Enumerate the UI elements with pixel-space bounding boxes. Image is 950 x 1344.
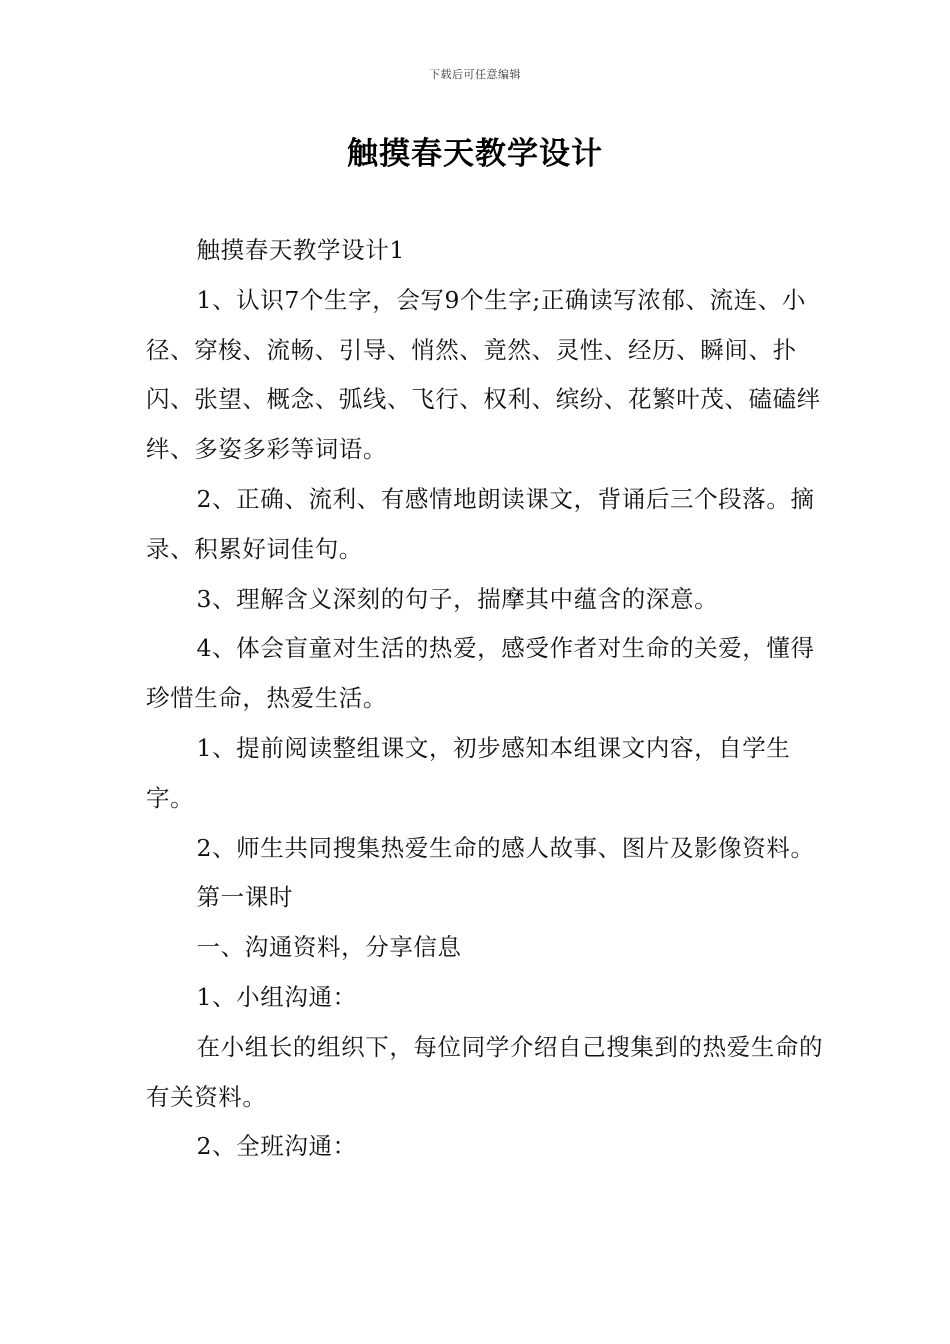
preparation-paragraph: 2、师生共同搜集热爱生命的感人故事、图片及影像资料。: [196, 833, 815, 862]
objective-paragraph: 2、正确、流利、有感情地朗读课文，背诵后三个段落。摘录、积累好词佳句。: [146, 484, 815, 563]
preparation-paragraph: 1、提前阅读整组课文，初步感知本组课文内容，自学生字。: [146, 733, 791, 812]
lesson-heading: 第一课时: [196, 883, 293, 912]
document-title: 触摸春天教学设计: [347, 136, 603, 172]
step-item: 2、全班沟通：: [196, 1132, 357, 1161]
objective-paragraph: 1、认识7个生字，会写9个生字;正确读写浓郁、流连、小径、穿梭、流畅、引导、悄然、竟然、灵性、经历、瞬间、扑闪、张望、概念、弧线、飞行、权利、缤纷、花繁叶茂、磕磕绊绊、多姿多彩等词语。: [146, 285, 821, 464]
step-item: 1、小组沟通：: [196, 982, 357, 1011]
section-heading: 触摸春天教学设计1: [196, 236, 405, 264]
step-paragraph: 在小组长的组织下，每位同学介绍自己搜集到的热爱生命的有关资料。: [146, 1032, 824, 1111]
document-body: [146, 226, 826, 1172]
objective-paragraph: 3、理解含义深刻的句子，揣摩其中蕴含的深意。: [196, 584, 719, 613]
step-heading: 一、沟通资料，分享信息: [196, 933, 462, 962]
objective-paragraph: 4、体会盲童对生活的热爱，感受作者对生命的关爱，懂得珍惜生命，热爱生活。: [146, 634, 815, 713]
header-note: 下载后可任意编辑: [429, 68, 521, 81]
